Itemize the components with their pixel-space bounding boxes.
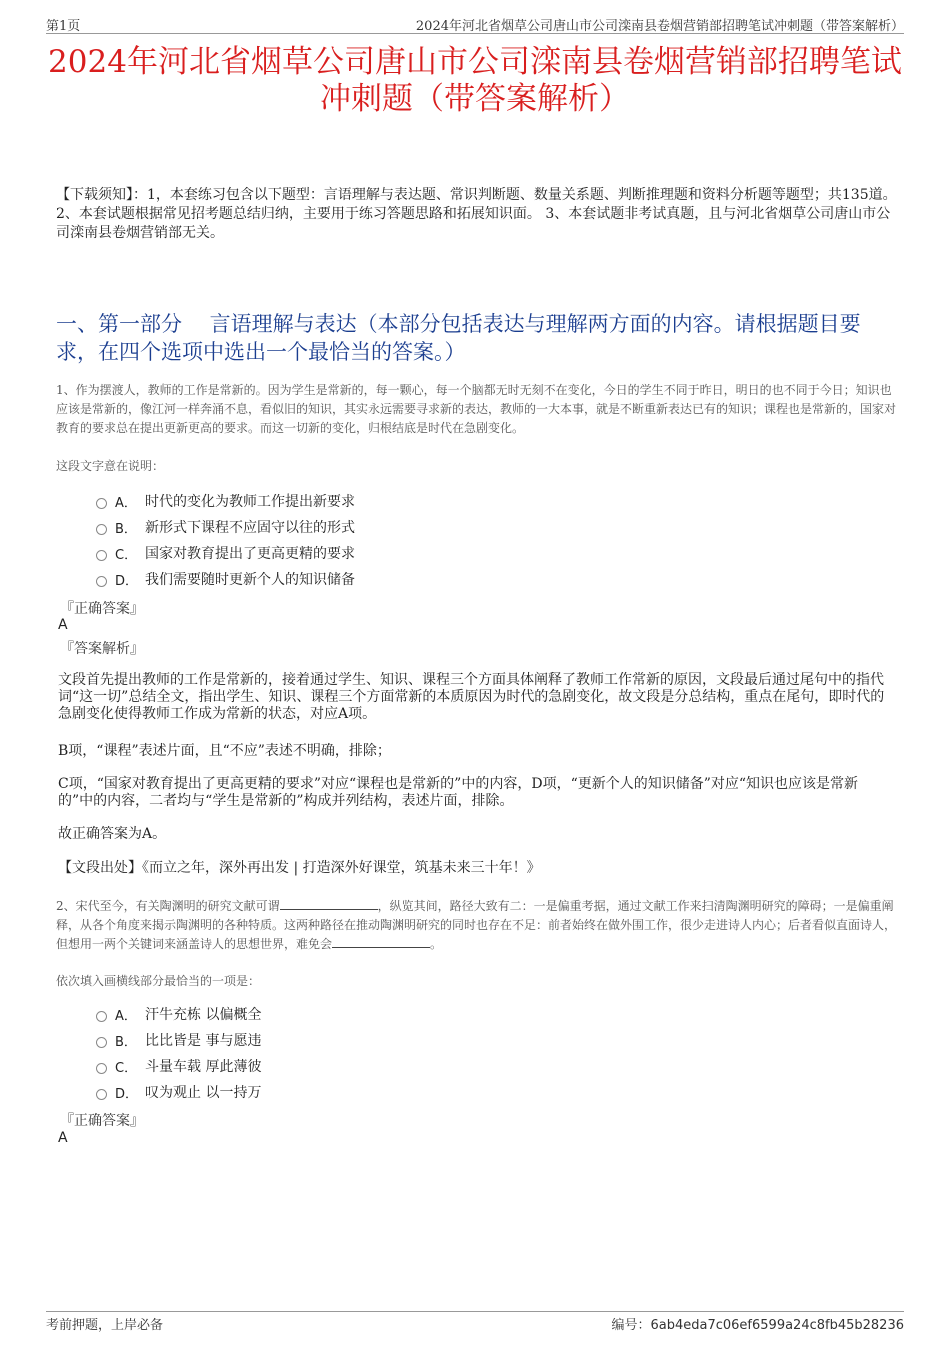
q2-answer: A xyxy=(58,1130,68,1146)
header-divider xyxy=(46,33,904,34)
code-value: 6ab4eda7c06ef6599a24c8fb45b28236 xyxy=(650,1318,904,1333)
q1-analysis-conclusion: 故正确答案为A。 xyxy=(58,826,167,842)
option-text: 新形式下课程不应固守以往的形式 xyxy=(145,520,355,536)
radio-icon[interactable] xyxy=(96,1063,107,1074)
q1-source: 【文段出处】《而立之年，深外再出发 | 打造深外好课堂，筑基未来三十年！》 xyxy=(58,860,541,876)
option-letter: D． xyxy=(115,573,139,589)
page-number: 第1页 xyxy=(46,19,81,34)
q1-option-d[interactable] xyxy=(96,569,355,589)
q1-stem: 1、作为摆渡人，教师的工作是常新的。因为学生是常新的，每一颗心，每一个脑都无时无刻不在变化，今日的学生不同于昨日，明日的也不同于今日；知识也应该是常新的，像江河一样奔涌不息，看似旧的知识，其实永远需要寻求新的表达，教师的一大本事，就是不断重新表达已有的知识；课程也是常新的，国家对教育的要求总在提出更新更高的要求。而这一切新的变化，归根结底是时代在急剧变化。 xyxy=(56,383,897,435)
q2-answer-label: 『正确答案』 xyxy=(60,1113,144,1129)
radio-icon[interactable] xyxy=(96,524,107,535)
radio-icon[interactable] xyxy=(96,576,107,587)
radio-icon[interactable] xyxy=(96,1037,107,1048)
option-letter: B． xyxy=(115,1034,137,1050)
radio-icon[interactable] xyxy=(96,550,107,561)
blank-line xyxy=(332,935,430,948)
q1-option-c[interactable] xyxy=(96,543,355,563)
q1-option-a[interactable] xyxy=(96,491,355,511)
blank-line xyxy=(280,897,378,910)
q1-answer: A xyxy=(58,617,68,633)
document-code xyxy=(611,1314,904,1333)
option-text: 斗量车载 厚此薄彼 xyxy=(145,1059,262,1075)
option-text: 叹为观止 以一持万 xyxy=(145,1085,262,1101)
q1-answer-label: 『正确答案』 xyxy=(60,601,144,617)
q2-prompt: 依次填入画横线部分最恰当的一项是： xyxy=(56,974,261,988)
radio-icon[interactable] xyxy=(96,1089,107,1100)
footer-divider xyxy=(46,1311,904,1312)
option-text: 国家对教育提出了更高更精的要求 xyxy=(145,546,355,562)
title-line-1: 2024年河北省烟草公司唐山市公司滦南县卷烟营销部招聘笔试 xyxy=(48,44,902,80)
option-letter: B． xyxy=(115,521,137,537)
option-letter: C． xyxy=(115,547,138,563)
code-label: 编号： xyxy=(611,1318,651,1333)
q2-option-a[interactable] xyxy=(96,1004,261,1024)
q1-analysis-paragraph: C项，“国家对教育提出了更高更精的要求”对应“课程也是常新的”中的内容，D项，“更新个人的知识储备”对应“知识也应该是常新的”中的内容，二者均与“学生是常新的”构成并列结构，表述片面，排除。 xyxy=(58,776,859,809)
option-text: 比比皆是 事与愿违 xyxy=(145,1033,262,1049)
document-title xyxy=(46,44,904,118)
q1-analysis-paragraph: 文段首先提出教师的工作是常新的，接着通过学生、知识、课程三个方面具体阐释了教师工作常新的原因，文段最后通过尾句中的指代词“这一切”总结全文，指出学生、知识、课程三个方面常新的本质原因为时代的急剧变化，故文段是分总结构，重点在尾句，即时代的急剧变化使得教师工作成为常新的状态，对应A项。 xyxy=(58,672,885,722)
radio-icon[interactable] xyxy=(96,498,107,509)
option-text: 汗牛充栋 以偏概全 xyxy=(145,1007,262,1023)
q1-analysis-paragraph: B项，“课程”表述片面，且“不应”表述不明确，排除； xyxy=(58,743,391,759)
q2-option-d[interactable] xyxy=(96,1082,261,1102)
option-letter: C． xyxy=(115,1060,138,1076)
q2-stem-text: 。 xyxy=(430,937,443,951)
q1-analysis-label: 『答案解析』 xyxy=(60,641,144,657)
footer-slogan: 考前押题，上岸必备 xyxy=(46,1318,164,1333)
title-line-2: 冲刺题（带答案解析） xyxy=(320,81,630,117)
option-letter: A． xyxy=(115,495,137,511)
q2-stem-text: ，纵览其间，路径大致有二：一是偏重考据，通过文献工作来扫清陶渊明研究的障碍；一是偏重阐释，从各个角度来揭示陶渊明的各种特质。这两种路径在推动陶渊明研究的同时也存在不足：前者始终在做外围工作，很少走进诗人内心；后者看似直面诗人，但想用一两个关键词来涵盖诗人的思想世界，难免会 xyxy=(56,899,897,951)
q2-stem xyxy=(56,897,898,954)
option-text: 时代的变化为教师工作提出新要求 xyxy=(145,494,355,510)
q1-option-b[interactable] xyxy=(96,517,355,537)
q2-option-b[interactable] xyxy=(96,1030,261,1050)
running-title: 2024年河北省烟草公司唐山市公司滦南县卷烟营销部招聘笔试冲刺题（带答案解析） xyxy=(415,19,904,34)
section-heading: 一、第一部分 言语理解与表达（本部分包括表达与理解两方面的内容。请根据题目要求，在四个选项中选出一个最恰当的答案。） xyxy=(56,312,861,364)
q2-option-c[interactable] xyxy=(96,1056,261,1076)
option-letter: A． xyxy=(115,1008,137,1024)
radio-icon[interactable] xyxy=(96,1011,107,1022)
q2-stem-text: 2、宋代至今，有关陶渊明的研究文献可谓 xyxy=(56,899,280,913)
download-notice: 【下载须知】：1，本套练习包含以下题型：言语理解与表达题、常识判断题、数量关系题、判断推理题和资料分析题等题型；共135道。 2、本套试题根据常见招考题总结归纳，主要用于练习答题思路和拓展知识面。 3、本套试题非考试真题，且与河北省烟草公司唐山市公司滦南县卷烟营销部无关。 xyxy=(56,187,897,241)
option-text: 我们需要随时更新个人的知识储备 xyxy=(145,572,355,588)
q1-prompt: 这段文字意在说明： xyxy=(56,459,165,473)
option-letter: D． xyxy=(115,1086,139,1102)
